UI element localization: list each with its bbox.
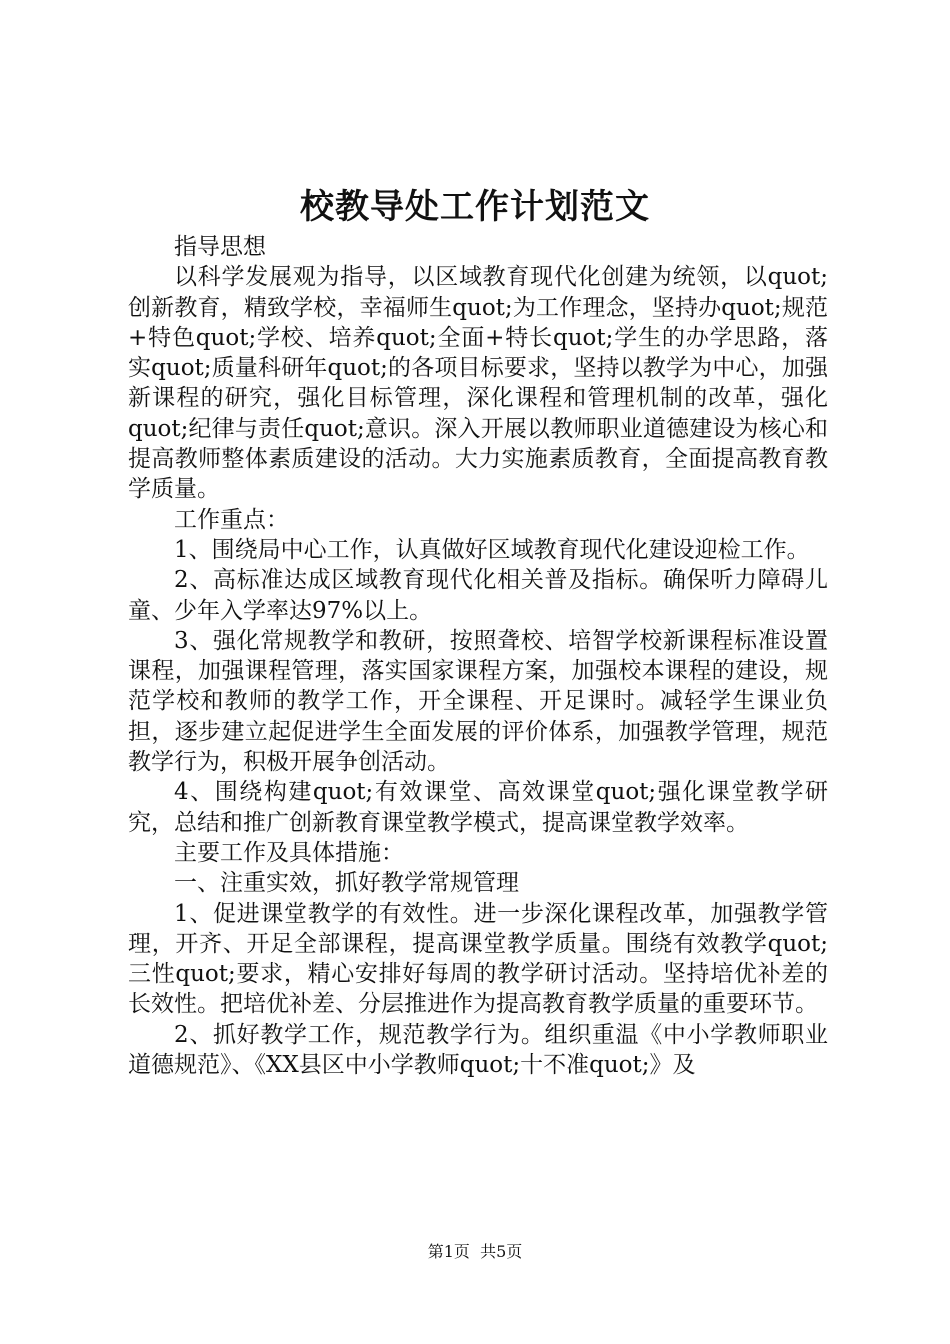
page-footer — [0, 1241, 950, 1263]
paragraph-focus-1: 1、围绕局中心工作，认真做好区域教育现代化建设迎检工作。 — [174, 536, 810, 563]
paragraph-guiding-thought: 以科学发展观为指导，以区域教育现代化创建为统领，以quot;创新教育，精致学校，幸福师生quot;为工作理念，坚持办quot;规范+特色quot;学校、培养quot;全面+特长quot;学生的办学思路，落实quot;质量科研年quot;的各项目标要求，坚持以教学为中心，加强新课程的研究，强化目标管理，深化课程和管理机制的改革，强化quot;纪律与责任quot;意识。深入开展以教师职业道德建设为核心和提高教师整体素质建设的活动。大力实施素质教育，全面提高教育教学质量。 — [128, 264, 828, 503]
document-body — [128, 232, 828, 1080]
paragraph-measure-2: 2、抓好教学工作，规范教学行为。组织重温《中小学教师职业道德规范》、《XX县区中小学教师quot;十不准quot;》及 — [128, 1021, 828, 1079]
paragraph-focus-3: 3、强化常规教学和教研，按照聋校、培智学校新课程标准设置课程，加强课程管理，落实国家课程方案，加强校本课程的建设，规范学校和教师的教学工作，开全课程、开足课时。减轻学生课业负担，逐步建立起促进学生全面发展的评价体系，加强教学管理，规范教学行为，积极开展争创活动。 — [128, 627, 828, 776]
paragraph-measure-1: 1、促进课堂教学的有效性。进一步深化课程改革，加强教学管理，开齐、开足全部课程，提高课堂教学质量。围绕有效教学quot;三性quot;要求，精心安排好每周的教学研讨活动。坚持培优补差的长效性。把培优补差、分层推进作为提高教育教学质量的重要环节。 — [128, 900, 828, 1018]
section-heading-main-work: 主要工作及具体措施： — [174, 839, 404, 866]
page-number-label: 第1页 共5页 — [427, 1242, 523, 1261]
paragraph-focus-4: 4、围绕构建quot;有效课堂、高效课堂quot;强化课堂教学研究，总结和推广创新教育课堂教学模式，提高课堂教学效率。 — [128, 779, 828, 836]
subheading-teaching-routine: 一、注重实效，抓好教学常规管理 — [174, 870, 519, 897]
section-heading-work-focus: 工作重点： — [174, 506, 289, 533]
document-title: 校教导处工作计划范文 — [300, 187, 650, 227]
paragraph-focus-2: 2、高标准达成区域教育现代化相关普及指标。确保听力障碍儿童、少年入学率达97%以上。 — [128, 567, 828, 624]
section-heading-guiding-thought: 指导思想 — [174, 234, 266, 260]
